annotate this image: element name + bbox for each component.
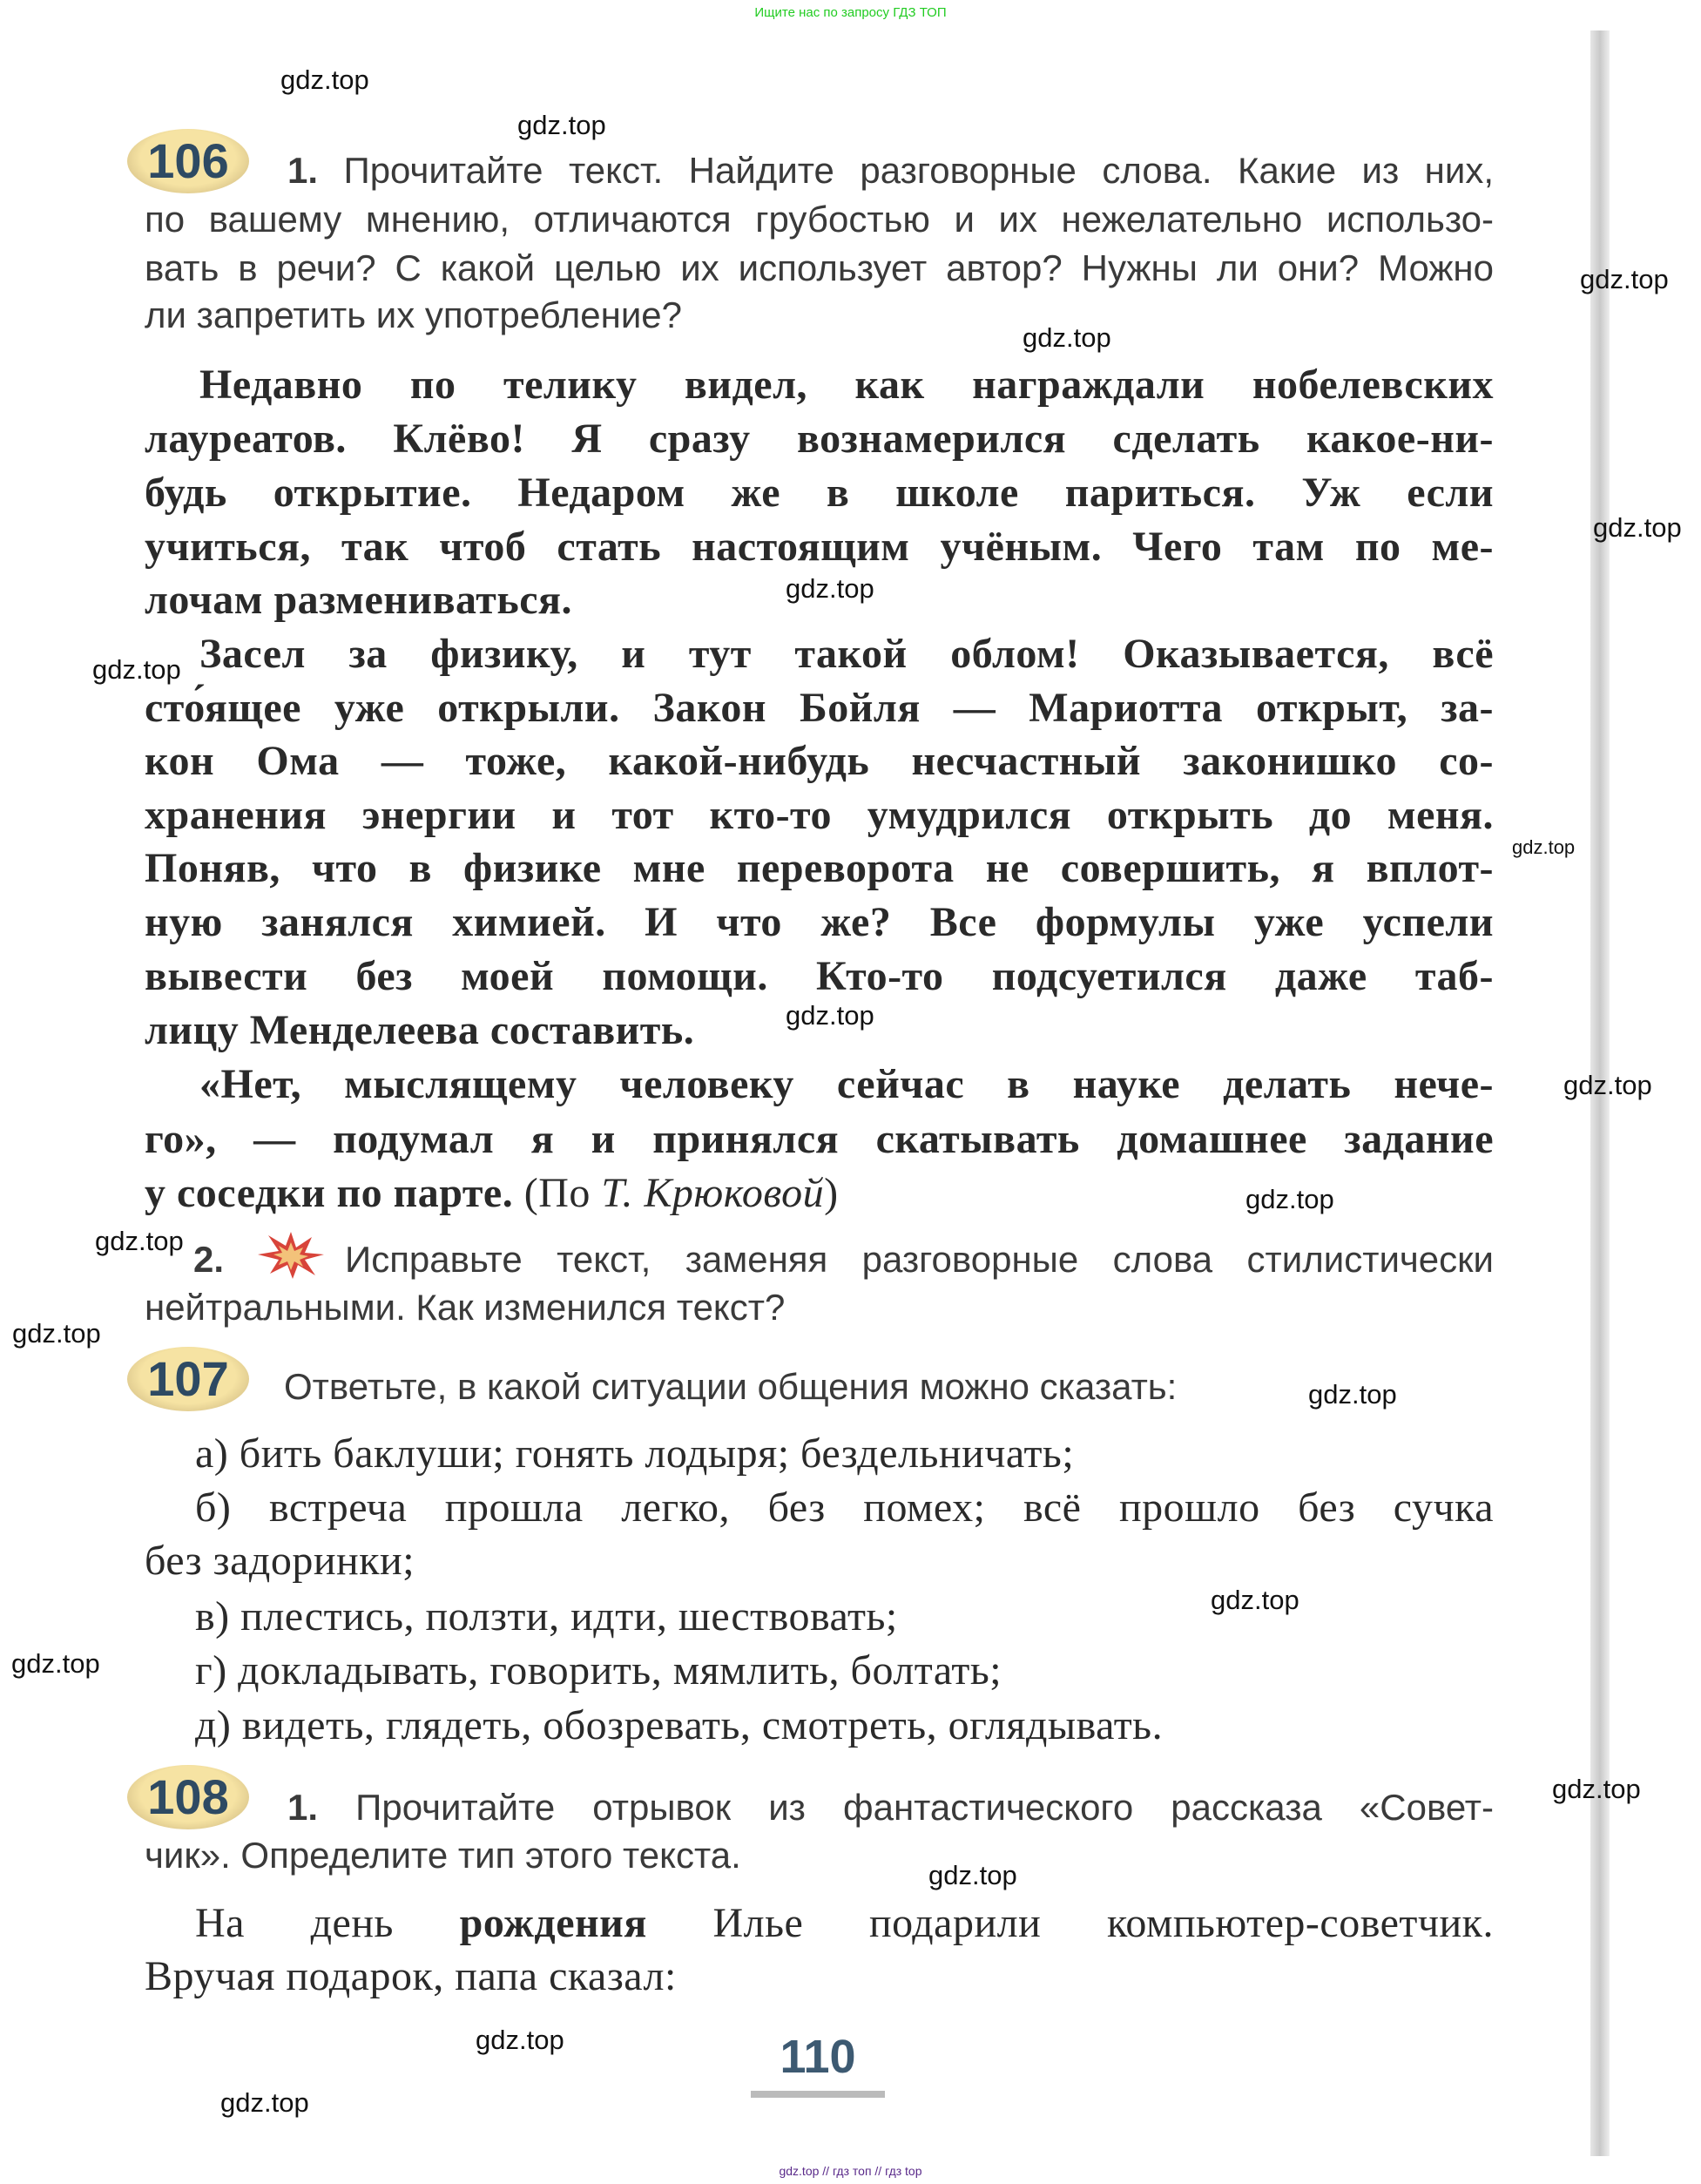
text-line: Недавно по телику видел, как награждали нобелевских [199,362,1494,408]
watermark: gdz.top [1211,1585,1299,1615]
watermark: gdz.top [92,654,181,685]
text-line: вывести без моей помощи. Кто-то подсуетился даже таб- [145,953,1494,999]
watermark: gdz.top [476,2025,564,2055]
task-line: по вашему мнению, отличаются грубостью и их нежелательно использо- [145,199,1494,240]
watermark: gdz.top [1512,836,1576,858]
page-number: 110 [780,2031,856,2083]
task-line: 1. Прочитайте текст. Найдите разговорные слова. Какие из них, [287,150,1495,191]
text-line: учиться, так чтоб стать настоящим учёным. Чего там по ме- [145,524,1494,570]
text-line: лочам размениваться. [145,577,572,623]
text-line: Поняв, что в физике мне переворота не совершить, я вплот- [145,845,1494,891]
text-line: Вручая подарок, папа сказал: [145,1953,677,1999]
task-line: 1. Прочитайте отрывок из фантастического рассказа «Совет- [287,1787,1495,1828]
text-line: лауреатов. Клёво! Я сразу вознамерился сделать какое-ни- [145,416,1494,462]
list-item: а) бить баклуши; гонять лодыря; бездельничать; [195,1430,1075,1477]
watermark: gdz.top [11,1648,100,1679]
watermark: gdz.top [786,573,874,604]
task-line: вать в речи? С какой целью их использует автор? Нужны ли они? Можно [145,247,1494,288]
text-line: хранения энергии и тот кто-то умудрился открыть до меня. [145,792,1494,838]
list-item: б) встреча прошла легко, без помех; всё прошло без сучка [195,1484,1494,1531]
star-burst-icon [254,1228,327,1281]
task2-num: 2. [193,1239,225,1280]
list-item: в) плестись, ползти, идти, шествовать; [195,1593,898,1640]
source-author: Т. Крюковой [601,1170,825,1216]
bold-word: рождения [459,1900,647,1946]
task-line: ли запретить их употребление? [145,294,682,335]
text-line: На день рождения Илье подарили компьютер-советчик. [195,1900,1495,1946]
watermark: gdz.top [517,110,606,140]
exercise-number-badge-108: 108 [127,1765,249,1829]
watermark: gdz.top [1245,1184,1334,1214]
watermark: gdz.top [1593,512,1682,543]
watermark: gdz.top [928,1860,1017,1890]
list-item: г) докладывать, говорить, мямлить, болтать; [195,1647,1002,1694]
watermark: gdz.top [786,1000,874,1031]
exercise-number-badge-107: 107 [127,1347,249,1411]
exercise-number-badge-106: 106 [127,129,249,193]
text-line: кон Ома — тоже, какой-нибудь несчастный законишко со- [145,738,1494,784]
watermark: gdz.top [1308,1379,1397,1410]
text-line: лицу Менделеева составить. [145,1007,695,1053]
text-line: ную занялся химией. И что же? Все формулы уже успели [145,899,1494,945]
text-line: будь открытие. Недаром же в школе париться. Уж если [145,470,1494,516]
header-note: Ищите нас по запросу ГДЗ ТОП [754,5,947,20]
task-line: Исправьте текст, заменяя разговорные слова стилистически [345,1239,1494,1280]
task-line: нейтральными. Как изменился текст? [145,1287,786,1328]
footer-note: gdz.top // гдз топ // гдз top [779,2164,922,2178]
watermark: gdz.top [280,64,369,95]
watermark: gdz.top [12,1318,101,1349]
list-item: без задоринки; [145,1538,415,1584]
watermark: gdz.top [1552,1774,1641,1804]
text-line: го», — подумал я и принялся скатывать домашнее задание [145,1116,1494,1162]
watermark: gdz.top [1023,322,1111,353]
task-line: чик». Определите тип этого текста. [145,1835,741,1876]
text-line: у соседки по парте. (По Т. Крюковой) [145,1170,839,1216]
watermark: gdz.top [1580,264,1669,294]
instruction: Ответьте, в какой ситуации общения можно сказать: [284,1366,1178,1407]
watermark: gdz.top [1563,1070,1652,1100]
list-item: д) видеть, глядеть, обозревать, смотреть, оглядывать. [195,1702,1164,1748]
text-line: Засел за физику, и тут такой облом! Оказывается, всё [199,631,1494,677]
watermark: gdz.top [95,1226,184,1256]
text-line: сто́ящее уже открыли. Закон Бойля — Мариотта открыт, за- [145,685,1494,731]
text-line: «Нет, мыслящему человеку сейчас в науке делать нече- [199,1061,1494,1107]
watermark: gdz.top [220,2087,309,2118]
page-number-underline [751,2091,885,2098]
